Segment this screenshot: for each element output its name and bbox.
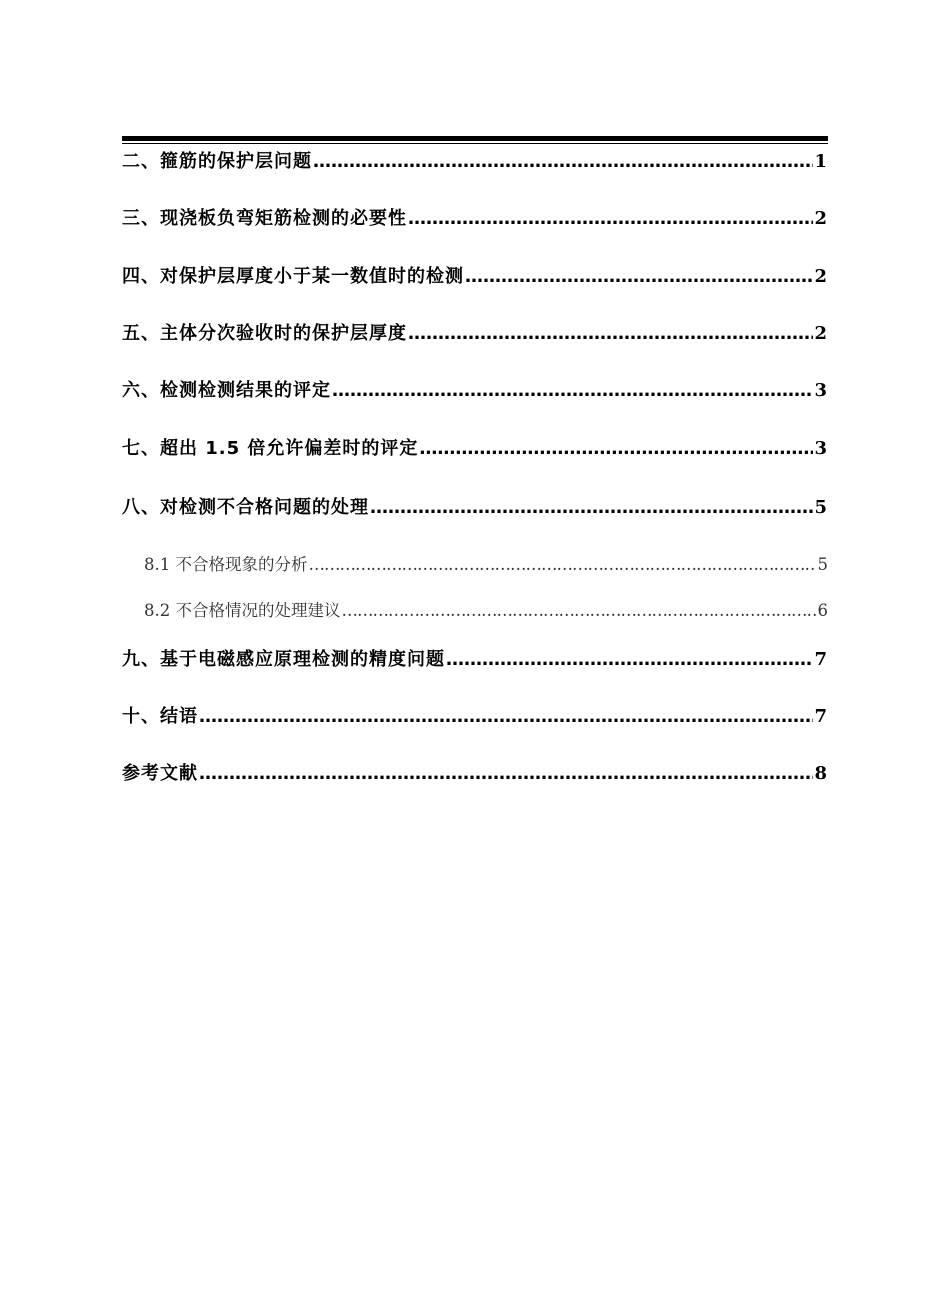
toc-entry-title: 九、基于电磁感应原理检测的精度问题 bbox=[122, 649, 445, 670]
toc-entry-title: 四、对保护层厚度小于某一数值时的检测 bbox=[122, 266, 464, 287]
toc-entry-title: 参考文献 bbox=[122, 763, 198, 784]
toc-entry-page: 1 bbox=[814, 151, 828, 172]
toc-entry-page: 7 bbox=[814, 649, 828, 670]
toc-entry-title: 8.1 不合格现象的分析 bbox=[144, 555, 308, 574]
header-rule-thick bbox=[122, 136, 828, 141]
toc-leader-dots bbox=[199, 763, 813, 784]
toc-entry-10[interactable] bbox=[122, 702, 828, 728]
toc-entry-page: 8 bbox=[814, 763, 828, 784]
toc-entry-title: 三、现浇板负弯矩筋检测的必要性 bbox=[122, 208, 407, 229]
toc-entry-page: 3 bbox=[814, 438, 828, 459]
toc-entry-title: 六、检测检测结果的评定 bbox=[122, 380, 331, 401]
toc-leader-dots bbox=[419, 438, 813, 459]
toc-entry-page: 2 bbox=[814, 323, 828, 344]
toc-entry-page: 5 bbox=[817, 555, 828, 574]
toc-entry-page: 2 bbox=[814, 266, 828, 287]
toc-entry-page: 2 bbox=[814, 208, 828, 229]
toc-entry-title: 七、超出 1.5 倍允许偏差时的评定 bbox=[122, 438, 419, 459]
toc-leader-dots bbox=[408, 323, 813, 344]
toc-entry-title: 二、箍筋的保护层问题 bbox=[122, 151, 312, 172]
toc-entry-title: 五、主体分次验收时的保护层厚度 bbox=[122, 323, 407, 344]
toc-leader-dots bbox=[309, 555, 817, 574]
toc-entry-title: 八、对检测不合格问题的处理 bbox=[122, 497, 369, 518]
toc-entry-4[interactable] bbox=[122, 262, 828, 288]
toc-leader-dots bbox=[370, 497, 813, 518]
toc-entry-8[interactable] bbox=[122, 493, 828, 519]
toc-entry-page: 3 bbox=[814, 380, 828, 401]
toc-entry-page: 5 bbox=[814, 497, 828, 518]
toc-entry-9[interactable] bbox=[122, 645, 828, 671]
toc-entry-references[interactable] bbox=[122, 759, 828, 785]
toc-entry-page: 6 bbox=[817, 601, 828, 620]
toc-entry-title: 8.2 不合格情况的处理建议 bbox=[144, 601, 341, 620]
toc-leader-dots bbox=[313, 151, 813, 172]
toc-entry-3[interactable] bbox=[122, 204, 828, 230]
toc-leader-dots bbox=[332, 380, 813, 401]
toc-entry-7[interactable] bbox=[122, 434, 828, 460]
toc-entry-8-2[interactable] bbox=[122, 597, 828, 621]
toc-entry-2[interactable] bbox=[122, 147, 828, 173]
toc-entry-5[interactable] bbox=[122, 319, 828, 345]
toc-leader-dots bbox=[342, 601, 817, 620]
toc-entry-6[interactable] bbox=[122, 376, 828, 402]
toc-leader-dots bbox=[408, 208, 813, 229]
toc-entry-title: 十、结语 bbox=[122, 706, 198, 727]
toc-leader-dots bbox=[199, 706, 813, 727]
toc-entry-page: 7 bbox=[814, 706, 828, 727]
toc-leader-dots bbox=[465, 266, 813, 287]
toc-entry-8-1[interactable] bbox=[122, 551, 828, 575]
toc-leader-dots bbox=[446, 649, 813, 670]
header-rule-thin bbox=[122, 143, 828, 144]
